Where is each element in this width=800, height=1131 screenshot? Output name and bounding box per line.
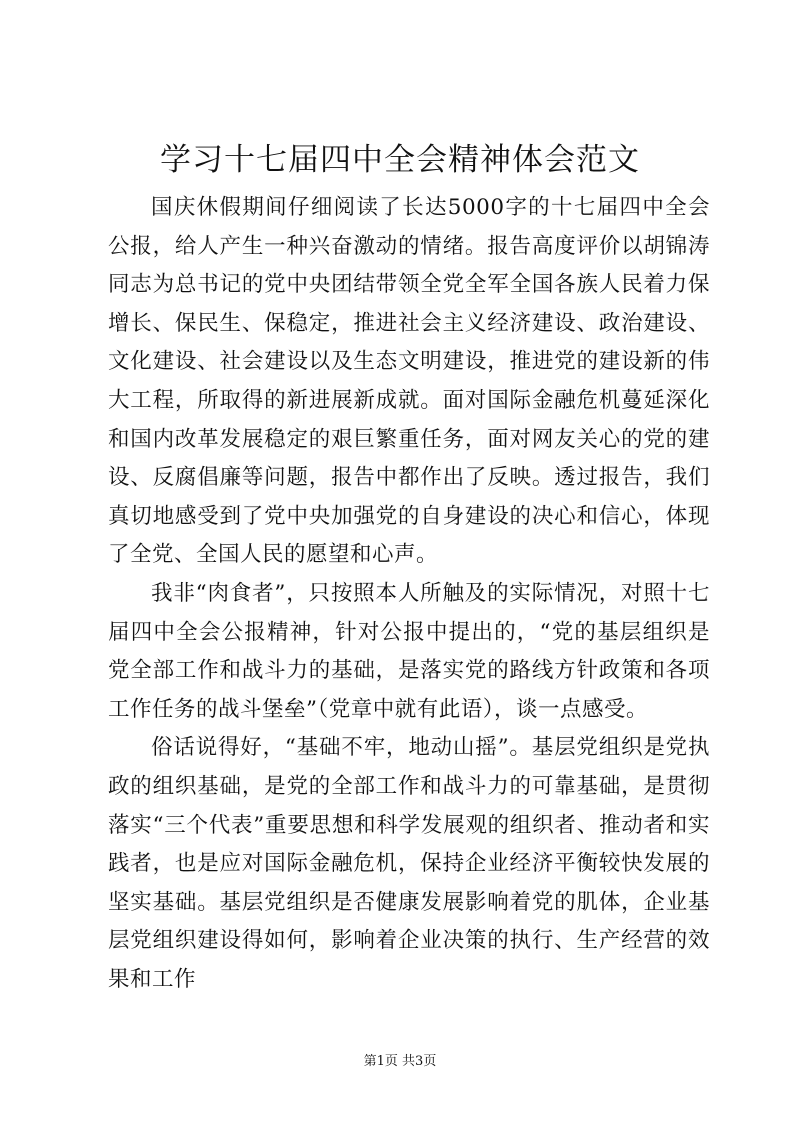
document-body	[108, 189, 710, 999]
paragraph-1: 国庆休假期间仔细阅读了长达5000字的十七届四中全会公报，给人产生一种兴奋激动的情绪。报告高度评价以胡锦涛同志为总书记的党中央团结带领全党全军全国各族人民着力保增长、保民生、保稳定，推进社会主义经济建设、政治建设、文化建设、社会建设以及生态文明建设，推进党的建设新的伟大工程，所取得的新进展新成就。面对国际金融危机蔓延深化和国内改革发展稳定的艰巨繁重任务，面对网友关心的党的建设、反腐倡廉等问题，报告中都作出了反映。透过报告，我们真切地感受到了党中央加强党的自身建设的决心和信心，体现了全党、全国人民的愿望和心声。	[108, 195, 710, 568]
document-title: 学习十七届四中全会精神体会范文	[160, 142, 640, 178]
page-footer: 第1页 共3页	[363, 1054, 437, 1069]
paragraph-2: 我非“肉食者”，只按照本人所触及的实际情况，对照十七届四中全会公报精神，针对公报中提出的，“党的基层组织是党全部工作和战斗力的基础，是落实党的路线方针政策和各项工作任务的战斗堡垒”（党章中就有此语），谈一点感受。	[108, 580, 710, 722]
paragraph-3: 俗话说得好，“基础不牢，地动山摇”。基层党组织是党执政的组织基础，是党的全部工作和战斗力的可靠基础，是贯彻落实“三个代表”重要思想和科学发展观的组织者、推动者和实践者，也是应对国际金融危机，保持企业经济平衡较快发展的坚实基础。基层党组织是否健康发展影响着党的肌体，企业基层党组织建设得如何，影响着企业决策的执行、生产经营的效果和工作	[108, 735, 710, 992]
